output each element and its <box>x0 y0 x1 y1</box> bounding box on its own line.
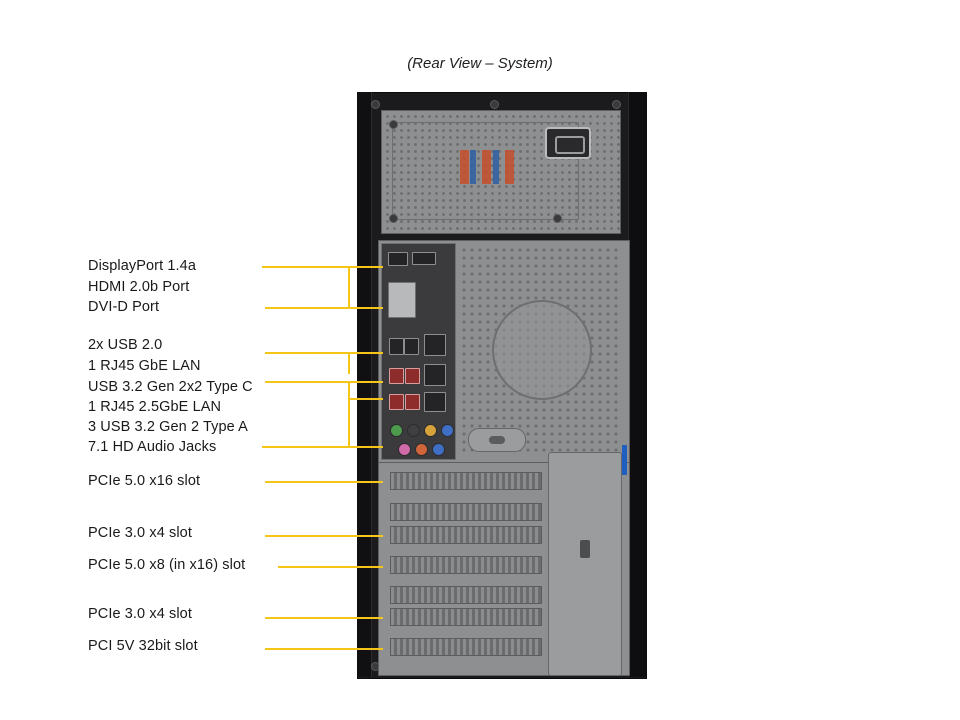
chassis-screw <box>371 100 380 109</box>
slot-cover-pcie5-x8 <box>390 556 542 574</box>
dvi-d-port <box>388 282 416 318</box>
audio-jack-rear <box>407 424 420 437</box>
callout-label-audio: 7.1 HD Audio Jacks <box>88 439 217 455</box>
callout-label-pci-5v: PCI 5V 32bit slot <box>88 638 198 654</box>
psu-marking <box>482 150 491 184</box>
leader-line-pcie3-x4-upper <box>265 535 383 537</box>
hdmi-port <box>412 252 436 265</box>
leader-bracket-video <box>348 266 350 309</box>
audio-jack-center-sub <box>424 424 437 437</box>
usb-2-0-port <box>404 338 419 355</box>
slot-cover-pci-5v <box>390 638 542 656</box>
callout-label-usb32-typec: USB 3.2 Gen 2x2 Type C <box>88 379 253 395</box>
callout-label-lan-25gbe: 1 RJ45 2.5GbE LAN <box>88 399 222 415</box>
audio-jack-side <box>415 443 428 456</box>
page-title: (Rear View – System) <box>407 55 553 72</box>
usb-3-2-type-a-port <box>405 394 420 410</box>
power-connector-icon <box>545 127 591 159</box>
audio-jack-line-out <box>390 424 403 437</box>
displayport-port <box>388 252 408 266</box>
rj45-gbe-lan-port <box>424 334 446 356</box>
leader-bracket-audio <box>348 398 350 446</box>
slot-cover-blank <box>390 503 542 521</box>
slot-cover-pcie3-x4-upper <box>390 526 542 544</box>
psu-screw <box>389 120 398 129</box>
chassis-right-edge <box>628 92 646 677</box>
audio-jack-line-in <box>441 424 454 437</box>
usb-3-2-type-c-port <box>389 368 404 384</box>
leader-line-pci-5v <box>265 648 383 650</box>
audio-jack-mic <box>398 443 411 456</box>
leader-line-pcie3-x4-lower <box>265 617 383 619</box>
callout-label-usb20: 2x USB 2.0 <box>88 337 163 353</box>
callout-label-hdmi: HDMI 2.0b Port <box>88 279 190 295</box>
callout-label-lan-gbe: 1 RJ45 GbE LAN <box>88 358 201 374</box>
callout-label-pcie3-x4-upper: PCIe 3.0 x4 slot <box>88 525 192 541</box>
psu-screw <box>389 214 398 223</box>
callout-label-pcie5-x8: PCIe 5.0 x8 (in x16) slot <box>88 557 246 573</box>
usb-3-2-type-a-port <box>389 394 404 410</box>
leader-line-dvi-to-port <box>348 307 383 309</box>
leader-line-displayport <box>262 266 350 268</box>
leader-line-usb20 <box>265 352 383 354</box>
usb-2-0-port <box>389 338 404 355</box>
chassis-screw <box>612 100 621 109</box>
blue-accent-strip <box>622 445 627 475</box>
chassis-screw <box>490 100 499 109</box>
psu-screw <box>553 214 562 223</box>
chassis-handle <box>468 428 526 452</box>
slot-cover-pcie5-x16 <box>390 472 542 490</box>
psu-marking <box>460 150 469 184</box>
leader-bracket-typec <box>348 381 350 398</box>
usb-3-2-type-a-port <box>405 368 420 384</box>
psu-marking <box>470 150 476 184</box>
drive-bay-panel <box>548 452 622 676</box>
psu-marking <box>505 150 514 184</box>
callout-label-pcie3-x4-lower: PCIe 3.0 x4 slot <box>88 606 192 622</box>
psu-marking <box>493 150 499 184</box>
leader-line-pcie5-x8 <box>278 566 383 568</box>
slot-cover-blank-2 <box>390 586 542 604</box>
callout-label-pcie5-x16: PCIe 5.0 x16 slot <box>88 473 201 489</box>
rear-fan-outline <box>492 300 592 400</box>
leader-line-audio <box>262 446 383 448</box>
leader-line-typec <box>265 381 383 383</box>
callout-label-displayport: DisplayPort 1.4a <box>88 258 196 274</box>
leader-line-lan25-to-port <box>348 398 383 400</box>
chassis-left-edge <box>357 92 372 677</box>
audio-jack-side-2 <box>432 443 445 456</box>
leader-bracket-usb20-lan <box>348 352 350 374</box>
leader-line-video-to-port <box>348 266 383 268</box>
drive-bay-latch <box>580 540 590 558</box>
io-extra-port <box>424 392 446 412</box>
slot-cover-pcie3-x4-lower <box>390 608 542 626</box>
leader-line-dvi <box>265 307 350 309</box>
callout-label-usb32-typea: 3 USB 3.2 Gen 2 Type A <box>88 419 248 435</box>
rj45-2-5gbe-lan-port <box>424 364 446 386</box>
leader-line-pcie5-x16 <box>265 481 383 483</box>
callout-label-dvi: DVI-D Port <box>88 299 160 315</box>
